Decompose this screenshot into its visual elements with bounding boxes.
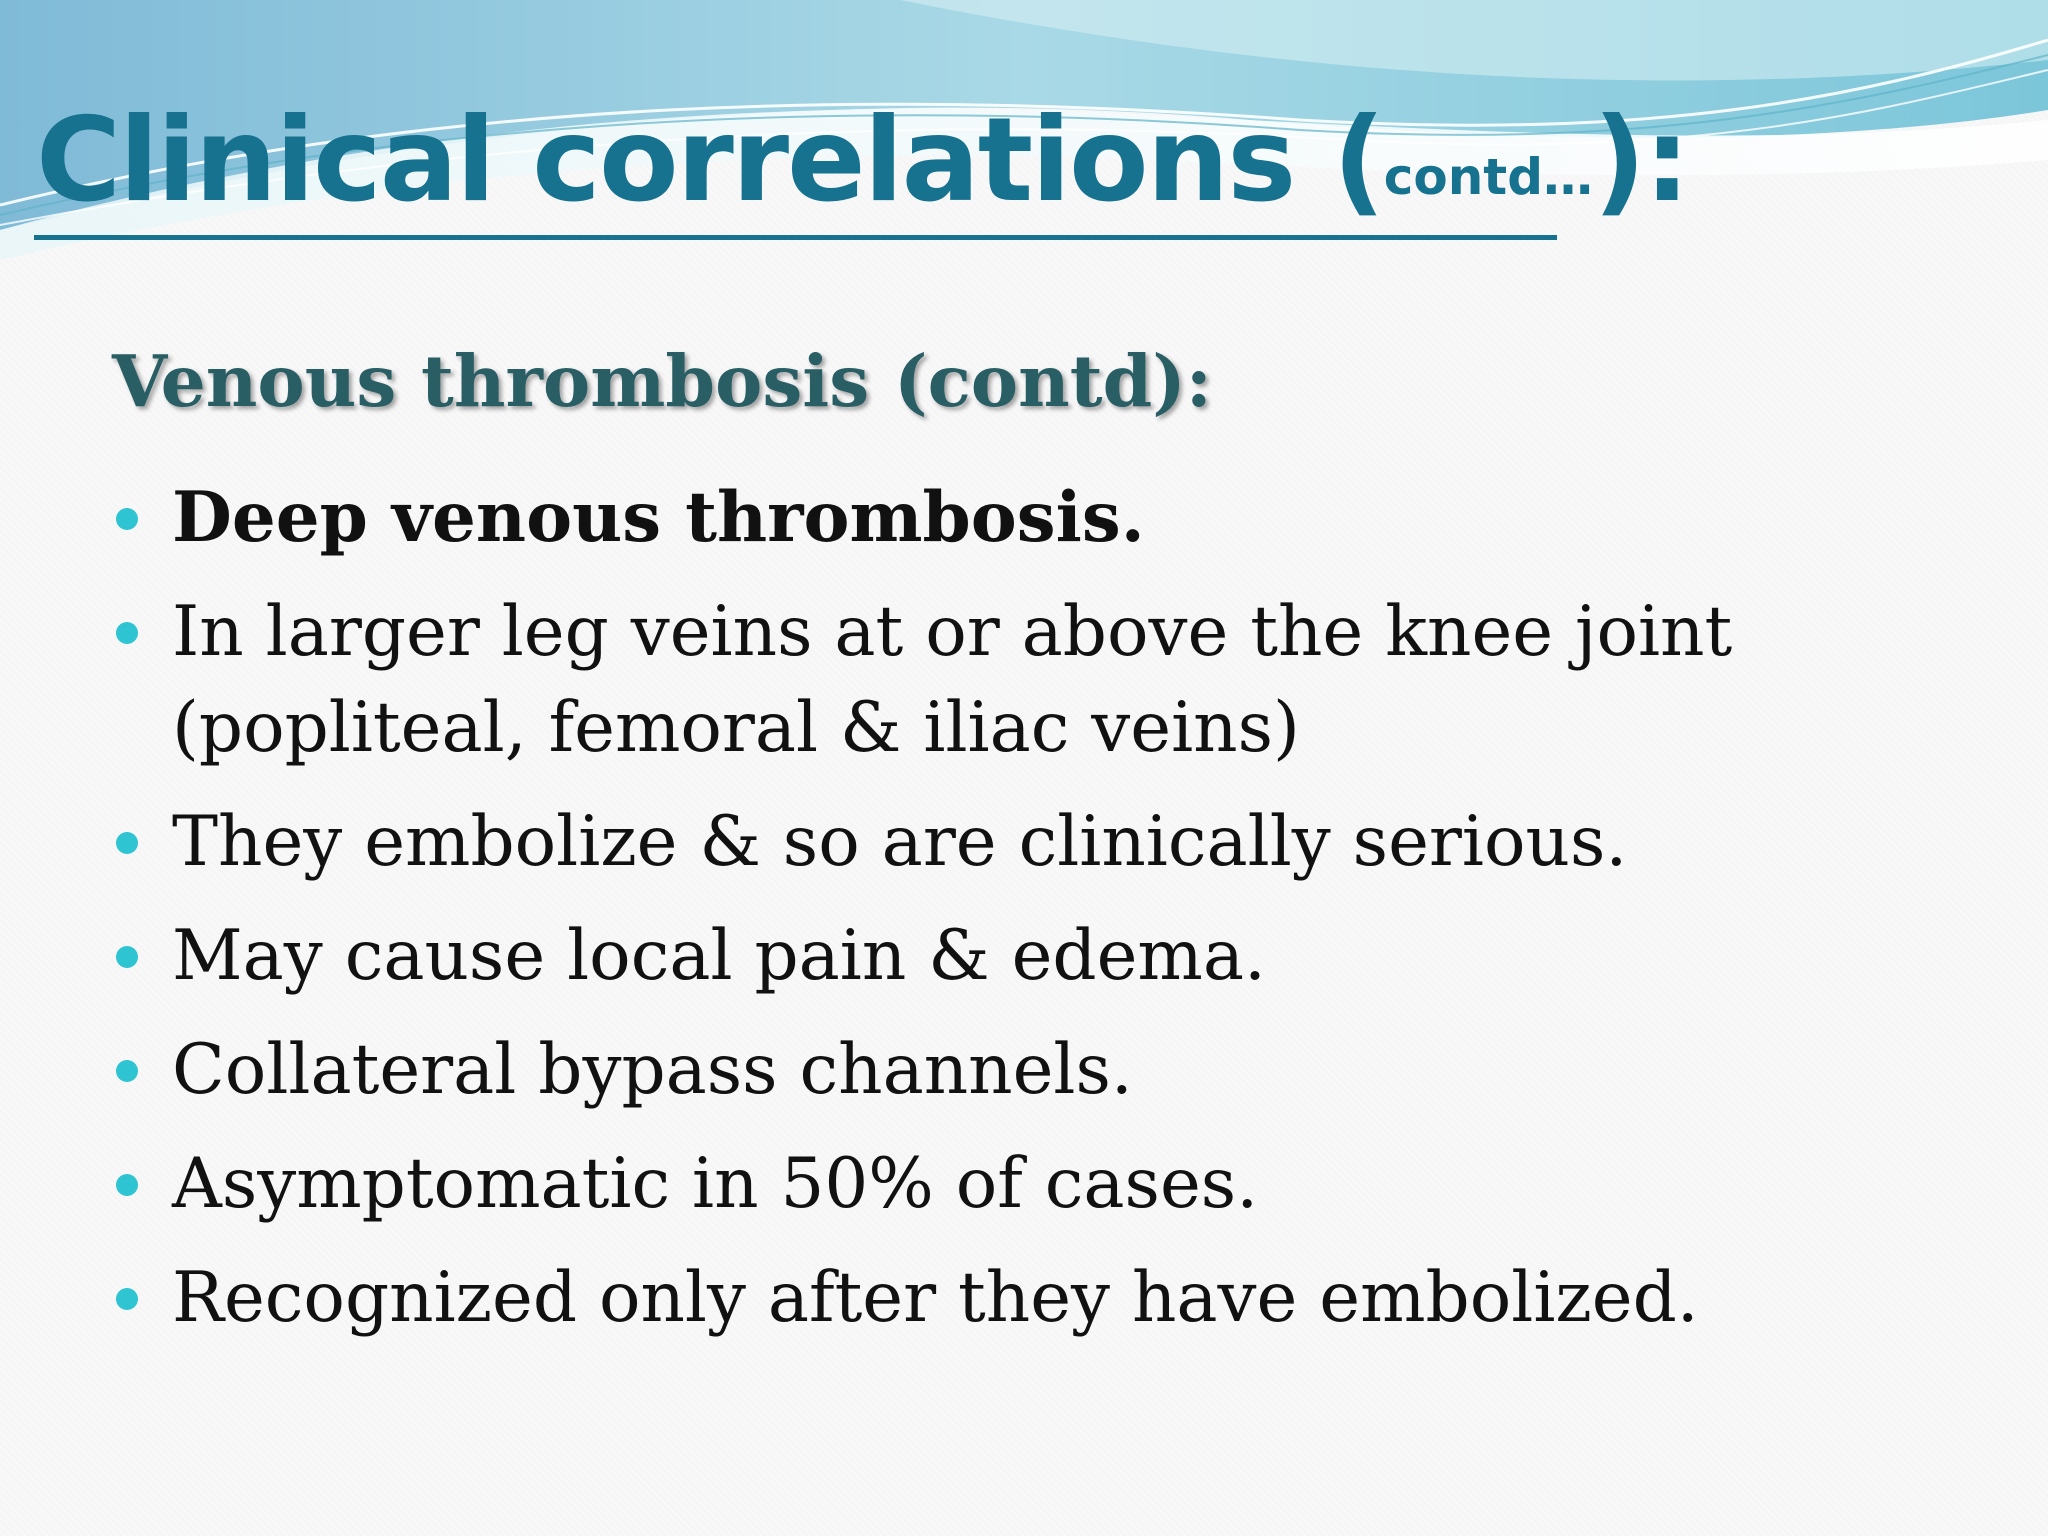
bullet-dot-icon <box>116 508 138 530</box>
bullet-text: Asymptomatic in 50% of cases. <box>172 1144 1259 1224</box>
bullet-text: Collateral bypass channels. <box>172 1030 1133 1110</box>
bullet-dot-icon <box>116 1288 138 1310</box>
slide-title-main: Clinical correlations ( <box>36 93 1384 228</box>
bullet-item <box>112 908 1992 1004</box>
bullet-item <box>112 584 1992 776</box>
bullet-dot-icon <box>116 1060 138 1082</box>
bullet-item <box>112 1250 1992 1346</box>
slide-title <box>36 93 1689 228</box>
bullet-text: In larger leg veins at or above the knee joint (popliteal, femoral & iliac veins) <box>172 592 1733 768</box>
bullet-item <box>112 470 1992 566</box>
bullet-text: May cause local pain & edema. <box>172 916 1266 996</box>
bullet-dot-icon <box>116 946 138 968</box>
bullet-text: Recognized only after they have embolized. <box>172 1258 1699 1338</box>
section-subheading: Venous thrombosis (contd): <box>112 339 1213 423</box>
bullet-list <box>112 470 1992 1364</box>
bullet-item <box>112 1136 1992 1232</box>
bullet-item <box>112 794 1992 890</box>
bullet-text: They embolize & so are clinically serious. <box>172 802 1628 882</box>
slide-title-contd: contd… <box>1383 148 1593 206</box>
bullet-item <box>112 1022 1992 1118</box>
bullet-dot-icon <box>116 832 138 854</box>
bullet-dot-icon <box>116 622 138 644</box>
bullet-dot-icon <box>116 1174 138 1196</box>
slide-title-end: ): <box>1592 93 1689 228</box>
title-underline <box>34 235 1557 240</box>
bullet-text: Deep venous thrombosis. <box>172 477 1145 558</box>
